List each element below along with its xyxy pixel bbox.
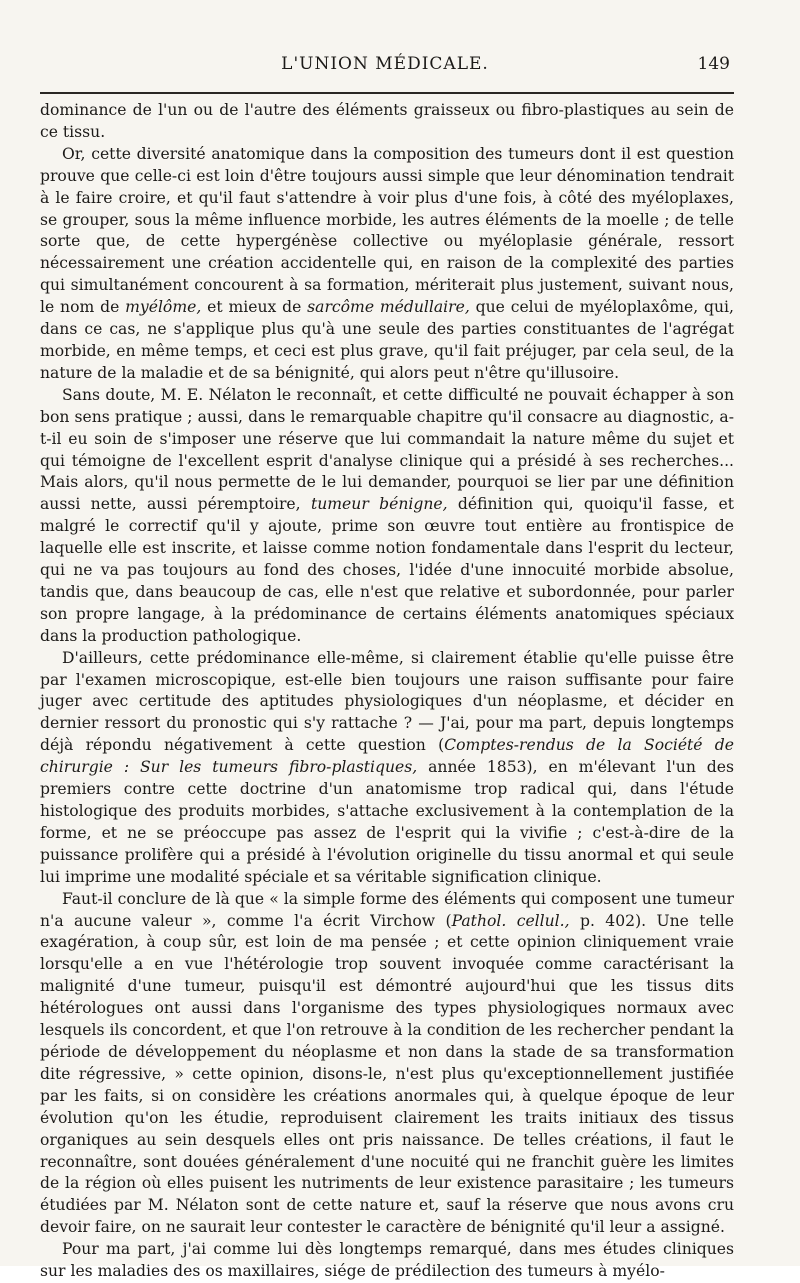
italic-run: Pathol. cellul.,	[451, 911, 570, 930]
text-run: Or, cette diversité anatomique dans la composition des tumeurs dont il est question prouve que celle-ci est loin d'être toujours aussi simple que leur dénomination tendrait à le faire croire, et qu'il faut s'attendre à voir plus d'une fois, à côté des myéloplaxes, se grouper, sous la même influence morbide, les autres éléments de la moelle ; de telle sorte que, de cette hypergénèse collective ou myéloplasie générale, ressort nécessairement une création accidentelle qui, en raison de la complexité des parties qui simultanément concourent à sa formation, mériterait plus justement, suivant nous, le nom de	[40, 144, 734, 317]
italic-run: sarcôme médullaire,	[307, 298, 470, 317]
paragraph-p4	[40, 648, 734, 889]
paragraph-p3	[40, 385, 734, 648]
text-run: D'ailleurs, cette prédominance elle-même, si clairement établie qu'elle puisse être par l'examen microscopique, est-elle bien toujours une raison suffisante pour faire juger avec certitude des aptitudes physiologiques d'un néoplasme, et décider en dernier ressort du pronostic qui s'y rattache ? — J'ai, pour ma part, depuis longtemps déjà répondu négativement à cette question (	[40, 648, 734, 755]
running-title: L'UNION MÉDICALE.	[281, 54, 489, 74]
header-rule	[40, 92, 734, 94]
text-run: Faut-il conclure de là que « la simple forme des éléments qui composent une tumeur n'a aucune valeur », comme l'a écrit Virchow (	[40, 889, 734, 930]
text-run: année 1853), en m'élevant l'un des premiers contre cette doctrine d'un anatomisme trop radical qui, dans l'étude histologique des produits morbides, s'attache exclusivement à la contemplation de la forme, et ne se préoccupe pas assez de l'esprit qui la vivifie ; c'est-à-dire de la puissance prolifère qui a présidé à l'évolution originelle du tissu anormal et qui seule lui imprime une modalité spéciale et sa véritable signification clinique.	[40, 758, 734, 886]
page-number: 149	[697, 54, 730, 74]
text-run: Pour ma part, j'ai comme lui dès longtemps remarqué, dans mes études cliniques sur les maladies des os maxillaires, siége de prédilection des tumeurs à myélo-	[40, 1240, 734, 1281]
text-run: Sans doute, M. E. Nélaton le reconnaît, et cette difficulté ne pouvait échapper à son bon sens pratique ; aussi, dans le remarquable chapitre qu'il consacre au diagnostic, a-t-il eu soin de s'imposer une réserve que lui commandait la nature même du sujet et qui témoigne de l'excellent esprit d'analyse clinique qui a présidé à ses recherches... Mais alors, qu'il nous permette de le lui demander, pourquoi se lier par une définition aussi nette, aussi péremptoire,	[40, 385, 734, 514]
paragraph-p1	[40, 100, 734, 144]
italic-run: Comptes-rendus de la Société de chirurgie : Sur les tumeurs fibro-plastiques,	[40, 736, 734, 777]
paragraph-p6	[40, 1239, 734, 1283]
text-run: p. 402). Une telle exagération, à coup sûr, est loin de ma pensée ; et cette opinion cliniquement vraie lorsqu'elle a en vue l'hétérologie trop souvent invoquée comme caractérisant la malignité d'une tumeur, puisqu'il est démontré aujourd'hui que les tissus dits hétérologues ont aussi dans l'organisme des types physiologiques normaux avec lesquels ils concordent, et que l'on retrouve à la condition de les rechercher pendant la période de développement du néoplasme et non dans la stade de sa transformation dite régressive, » cette opinion, disons-le, n'est plus qu'exceptionnellement justifiée par les faits, si on considère les créations anormales qui, à quelque époque de leur évolution qu'on les étudie, reproduisent clairement les traits initiaux des tissus organiques au sein desquels elles ont pris naissance. De telles créations, il faut le reconnaître, sont douées généralement d'une nocuité qui ne franchit guère les limites de la région où elles puisent les nutriments de leur existence parasitaire ; les tumeurs étudiées par M. Nélaton sont de cette nature et, sauf la réserve que nous avons cru devoir faire, on ne saurait leur contester le caractère de bénignité qu'il leur a assigné.	[40, 911, 734, 1237]
italic-run: tumeur bénigne,	[310, 495, 448, 514]
body-text	[40, 100, 734, 1283]
paragraph-p5	[40, 889, 734, 1240]
text-run: que celui de myéloplaxôme, qui, dans ce cas, ne s'applique plus qu'à une seule des parties constituantes de l'agrégat morbide, en même temps, et ceci est plus grave, qu'il fait préjuger, par cela seul, de la nature de la maladie et de sa bénignité, qui alors peut n'être qu'illusoire.	[40, 298, 734, 382]
paragraph-p2	[40, 144, 734, 385]
text-run: dominance de l'un ou de l'autre des éléments graisseux ou fibro-plastiques au sein de ce tissu.	[40, 101, 734, 141]
text-run: définition qui, quoiqu'il fasse, et malgré le correctif qu'il y ajoute, prime son œuvre tout entière au frontispice de laquelle elle est inscrite, et laisse comme notion fondamentale dans l'esprit du lecteur, qui ne va pas toujours au fond des choses, l'idée d'une innocuité morbide absolue, tandis que, dans beaucoup de cas, elle n'est que relative et subordonnée, pour parler son propre langage, à la prédominance de certains éléments anatomiques spéciaux dans la production pathologique.	[40, 495, 734, 645]
page-header	[40, 54, 730, 84]
text-run: et mieux de	[201, 298, 308, 317]
italic-run: myélôme,	[125, 298, 202, 317]
